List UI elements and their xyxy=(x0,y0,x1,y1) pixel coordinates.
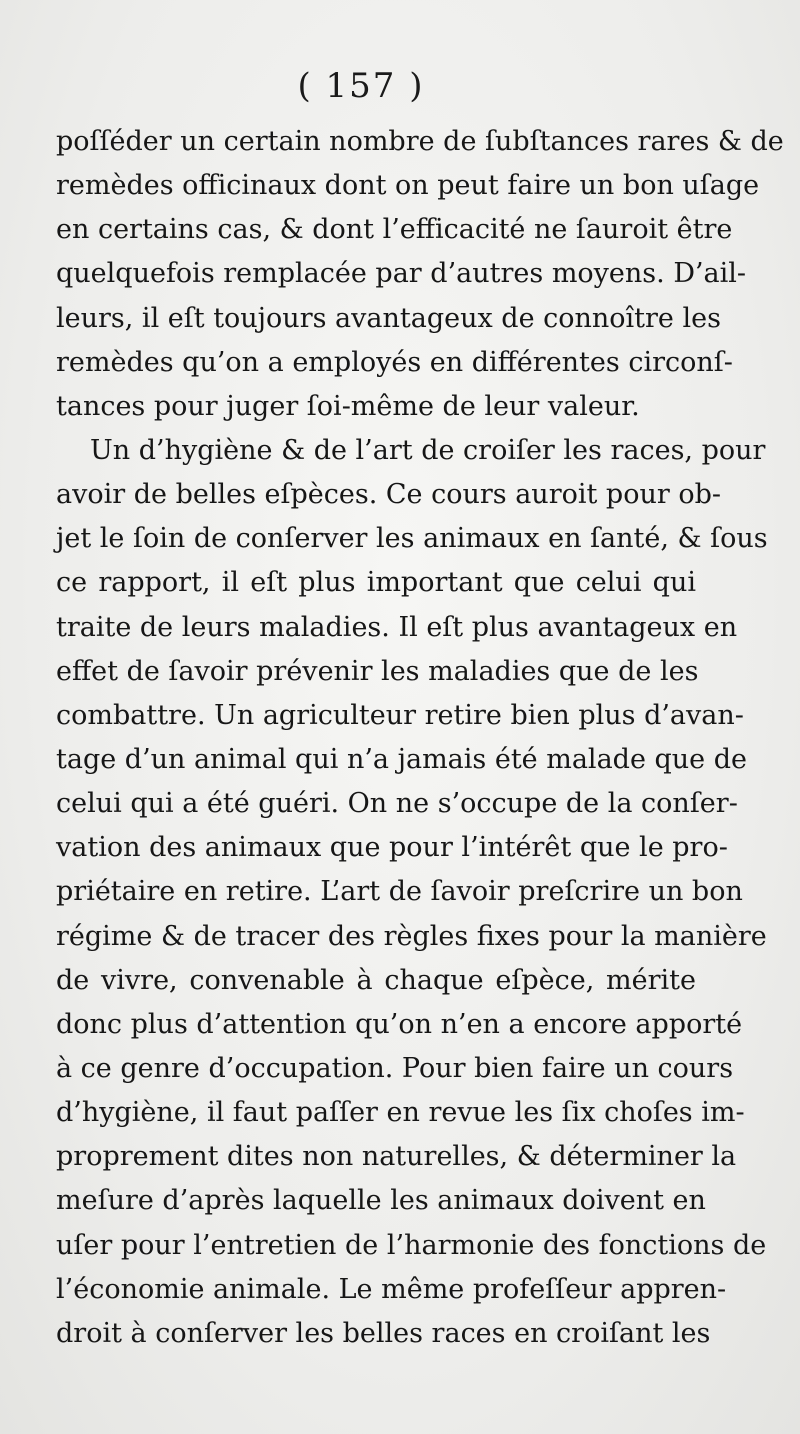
text-line: quelquefois remplacée par d’autres moyens. D’ail- xyxy=(56,258,747,290)
text-line: ce rapport, il eſt plus important que celui qui xyxy=(56,567,696,599)
text-line: l’économie animale. Le même profeſſeur appren- xyxy=(56,1273,727,1305)
text-line: poſſéder un certain nombre de ſubſtances rares & de xyxy=(56,126,784,157)
text-line: combattre. Un agriculteur retire bien plus d’avan- xyxy=(56,699,744,731)
text-line: vation des animaux que pour l’intérêt que le pro- xyxy=(56,832,728,864)
text-line: effet de ſavoir prévenir les maladies que de les xyxy=(56,655,699,687)
text-line: droit à conſerver les belles races en croiſant les xyxy=(56,1317,711,1349)
text-line: tage d’un animal qui n’a jamais été malade que de xyxy=(56,743,748,775)
text-line: à ce genre d’occupation. Pour bien faire un cours xyxy=(56,1052,734,1084)
page-number: ( 157 ) xyxy=(297,66,425,106)
text-line: remèdes qu’on a employés en différentes circonſ- xyxy=(56,346,733,378)
text-line: celui qui a été guéri. On ne s’occupe de la conſer- xyxy=(56,788,738,820)
text-line: leurs, il eſt toujours avantageux de connoître les xyxy=(56,302,721,334)
text-line: uſer pour l’entretien de l’harmonie des fonctions de xyxy=(56,1229,767,1261)
text-line: Un d’hygiène & de l’art de croiſer les races, pour xyxy=(90,434,766,466)
text-line: remèdes officinaux dont on peut faire un bon uſage xyxy=(56,170,760,202)
text-line: régime & de tracer des règles fixes pour la manière xyxy=(56,920,767,952)
text-line: meſure d’après laquelle les animaux doivent en xyxy=(56,1185,706,1217)
text-line: d’hygiène, il faut paſſer en revue les ſix choſes im- xyxy=(56,1097,745,1129)
body-text xyxy=(56,120,784,1356)
text-line: en certains cas, & dont l’efficacité ne ſauroit être xyxy=(56,214,733,246)
text-line: priétaire en retire. L’art de ſavoir preſcrire un bon xyxy=(56,876,743,908)
text-line: tances pour juger ſoi-même de leur valeur. xyxy=(56,390,640,422)
text-line: traite de leurs maladies. Il eſt plus avantageux en xyxy=(56,611,738,643)
text-line: avoir de belles eſpèces. Ce cours auroit pour ob- xyxy=(56,479,722,511)
text-line: jet le ſoin de conſerver les animaux en ſanté, & ſous xyxy=(56,523,768,555)
text-line: de vivre, convenable à chaque eſpèce, mérite xyxy=(56,964,696,996)
text-line: proprement dites non naturelles, & déterminer la xyxy=(56,1141,737,1173)
text-line: donc plus d’attention qu’on n’en a encore apporté xyxy=(56,1008,743,1040)
